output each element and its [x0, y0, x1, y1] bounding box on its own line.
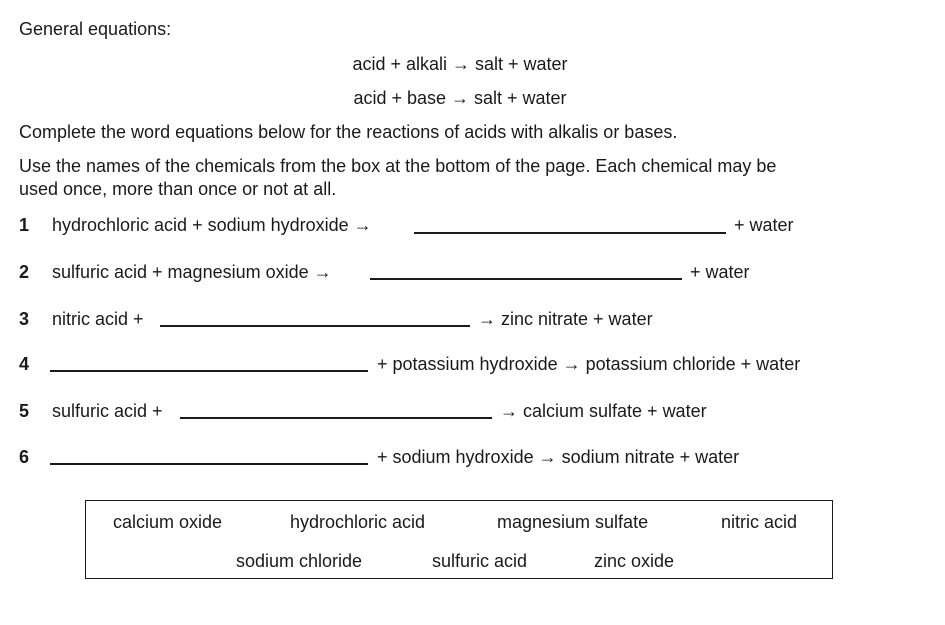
question-number: 5	[19, 401, 30, 421]
question-number: 2	[19, 262, 30, 282]
question-1-text-after: + water	[734, 215, 794, 235]
question-4-text-after: + potassium hydroxide → potassium chloride + water	[377, 354, 801, 374]
question-number: 3	[19, 309, 30, 329]
question-number: 6	[19, 447, 30, 467]
question-5-answer-blank[interactable]	[180, 417, 492, 419]
question-5-text-after: → calcium sulfate + water	[500, 401, 707, 421]
question-5-text-before: sulfuric acid +	[52, 401, 163, 421]
word-box-item: magnesium sulfate	[497, 512, 649, 532]
instruction-complete: Complete the word equations below for the reactions of acids with alkalis or bases.	[19, 122, 678, 142]
word-box-item: hydrochloric acid	[290, 512, 426, 532]
question-6-text-after: + sodium hydroxide → sodium nitrate + water	[377, 447, 740, 467]
question-2-text-after: + water	[690, 262, 750, 282]
question-number: 4	[19, 354, 30, 374]
instruction-use-names-line1: Use the names of the chemicals from the box at the bottom of the page. Each chemical may be	[19, 156, 777, 176]
question-1-answer-blank[interactable]	[414, 232, 726, 234]
question-number: 1	[19, 215, 30, 235]
question-1-text-before: hydrochloric acid + sodium hydroxide →	[52, 215, 372, 235]
general-equation-alkali: acid + alkali → salt + water	[352, 54, 568, 74]
word-box-item: sulfuric acid	[432, 551, 528, 571]
word-box-item: calcium oxide	[113, 512, 223, 532]
question-6-answer-blank[interactable]	[50, 463, 368, 465]
word-box-item: zinc oxide	[594, 551, 675, 571]
section-heading: General equations:	[19, 19, 172, 39]
general-equation-base: acid + base → salt + water	[353, 88, 567, 108]
question-3-text-after: → zinc nitrate + water	[478, 309, 653, 329]
question-4-answer-blank[interactable]	[50, 370, 368, 372]
question-2-answer-blank[interactable]	[370, 278, 682, 280]
instruction-use-names-line2: used once, more than once or not at all.	[19, 179, 337, 199]
question-3-answer-blank[interactable]	[160, 325, 470, 327]
question-3-text-before: nitric acid +	[52, 309, 144, 329]
question-2-text-before: sulfuric acid + magnesium oxide →	[52, 262, 332, 282]
word-box-item: nitric acid	[721, 512, 798, 532]
word-box-item: sodium chloride	[236, 551, 363, 571]
